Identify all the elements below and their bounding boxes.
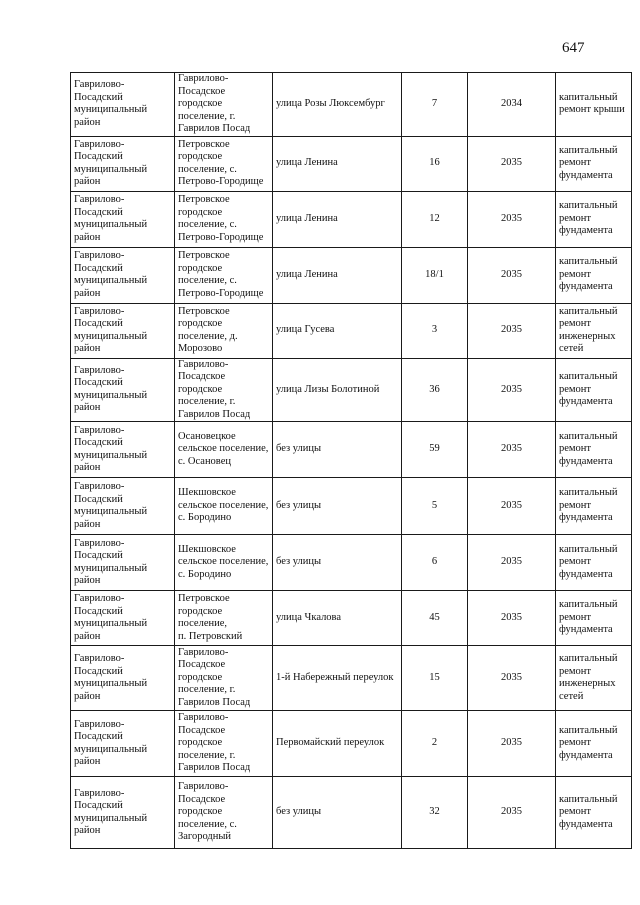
house-number-cell: 45 <box>402 591 468 646</box>
street-cell: без улицы <box>273 777 402 849</box>
settlement-cell-line: Загородный <box>178 831 232 843</box>
street-cell: улица Лизы Болотиной <box>273 358 402 422</box>
district-cell-line: Гаврилово- <box>74 481 125 492</box>
work-type-cell <box>556 422 632 478</box>
housing-repair-table <box>70 72 632 849</box>
district-cell <box>71 777 175 849</box>
district-cell-line: район <box>74 116 101 128</box>
house-number-cell: 36 <box>402 358 468 422</box>
settlement-cell <box>175 422 273 478</box>
settlement-cell-line: Гаврилово- <box>178 73 229 84</box>
district-cell-line: район <box>74 231 101 243</box>
settlement-cell <box>175 478 273 535</box>
settlement-cell-line: Морозово <box>178 343 223 354</box>
district-cell <box>71 136 175 191</box>
settlement-cell-line: поселение, с. <box>178 219 237 230</box>
street-cell: Первомайский переулок <box>273 711 402 777</box>
work-type-cell-line: капитальный <box>559 144 618 156</box>
work-type-cell <box>556 646 632 711</box>
work-type-cell-line: фундамента <box>559 624 613 636</box>
year-cell: 2035 <box>468 303 556 358</box>
settlement-cell-line: Посадское <box>178 85 226 97</box>
work-type-cell-line: ремонт <box>559 737 592 749</box>
district-cell-line: Гаврилово- <box>74 364 125 376</box>
work-type-cell-line: капитальный <box>559 793 618 805</box>
year-cell: 2035 <box>468 358 556 422</box>
settlement-cell <box>175 73 273 137</box>
work-type-cell-line: капитальный <box>559 430 618 442</box>
table-row <box>71 247 632 303</box>
district-cell-line: Посадский <box>74 550 123 561</box>
work-type-cell <box>556 136 632 191</box>
district-cell <box>71 422 175 478</box>
street-cell: без улицы <box>273 478 402 535</box>
work-type-cell-line: ремонт <box>559 499 592 511</box>
settlement-cell <box>175 191 273 247</box>
table-row <box>71 535 632 591</box>
district-cell-line: Посадский <box>74 665 123 677</box>
district-cell-line: район <box>74 287 101 299</box>
district-cell-line: муниципальный <box>74 506 148 517</box>
settlement-cell-line: сельское поселение, <box>178 499 269 511</box>
settlement-cell-line: городское <box>178 318 223 329</box>
district-cell-line: Посадский <box>74 800 123 811</box>
settlement-cell <box>175 303 273 358</box>
district-cell-line: муниципальный <box>74 330 148 342</box>
district-cell-line: район <box>74 690 101 702</box>
settlement-cell <box>175 711 273 777</box>
year-cell: 2035 <box>468 646 556 711</box>
settlement-cell-line: поселение, с. <box>178 275 237 286</box>
district-cell-line: муниципальный <box>74 812 148 824</box>
work-type-cell-line: фундамента <box>559 396 613 407</box>
district-cell-line: муниципальный <box>74 678 148 689</box>
settlement-cell-line: Петрово-Городище <box>178 231 264 243</box>
work-type-cell-line: фундамента <box>559 749 613 761</box>
settlement-cell-line: Петровское <box>178 194 230 205</box>
settlement-cell-line: Посадское <box>178 724 226 736</box>
settlement-cell <box>175 535 273 591</box>
settlement-cell-line: Петрово-Городище <box>178 176 264 187</box>
settlement-cell-line: Петровское <box>178 138 230 150</box>
district-cell-line: Посадский <box>74 493 123 505</box>
street-cell: без улицы <box>273 535 402 591</box>
settlement-cell <box>175 777 273 849</box>
settlement-cell-line: Петровское <box>178 305 230 317</box>
district-cell-line: Посадский <box>74 377 123 389</box>
district-cell-line: муниципальный <box>74 163 148 175</box>
house-number-cell: 5 <box>402 478 468 535</box>
district-cell-line: Гаврилово- <box>74 250 125 261</box>
settlement-cell-line: городское <box>178 671 223 683</box>
district-cell-line: район <box>74 343 101 354</box>
street-cell: улица Гусева <box>273 303 402 358</box>
work-type-cell-line: фундамента <box>559 281 613 293</box>
house-number-cell: 3 <box>402 303 468 358</box>
settlement-cell-line: городское <box>178 206 223 218</box>
table-row <box>71 422 632 478</box>
settlement-cell-line: Петровское <box>178 593 230 604</box>
district-cell-line: район <box>74 825 101 836</box>
district-cell-line: Гаврилово- <box>74 194 125 205</box>
district-cell-line: Гаврилово- <box>74 718 125 730</box>
district-cell-line: муниципальный <box>74 743 148 755</box>
house-number-cell: 15 <box>402 646 468 711</box>
district-cell-line: Гаврилово- <box>74 79 125 91</box>
district-cell-line: Посадский <box>74 731 123 742</box>
house-number-cell: 12 <box>402 191 468 247</box>
settlement-cell-line: Гаврилово- <box>178 781 229 793</box>
settlement-cell-line: Гаврилов Посад <box>178 762 251 774</box>
settlement-cell-line: сельское поселение, <box>178 443 269 455</box>
page-number: 647 <box>562 40 585 56</box>
table-row <box>71 303 632 358</box>
settlement-cell <box>175 591 273 646</box>
settlement-cell-line: Гаврилов Посад <box>178 123 251 134</box>
work-type-cell <box>556 535 632 591</box>
settlement-cell <box>175 358 273 422</box>
district-cell-line: район <box>74 402 101 414</box>
settlement-cell-line: Гаврилов Посад <box>178 408 251 420</box>
district-cell-line: муниципальный <box>74 219 148 230</box>
district-cell-line: Гаврилово- <box>74 653 125 664</box>
work-type-cell-line: капитальный <box>559 487 618 499</box>
district-cell <box>71 73 175 137</box>
work-type-cell <box>556 73 632 137</box>
work-type-cell <box>556 711 632 777</box>
work-type-cell <box>556 358 632 422</box>
district-cell-line: район <box>74 518 101 530</box>
district-cell-line: Посадский <box>74 151 123 162</box>
year-cell: 2035 <box>468 777 556 849</box>
settlement-cell-line: сельское поселение, <box>178 556 269 568</box>
work-type-cell-line: капитальный <box>559 371 618 382</box>
district-cell-line: Посадский <box>74 605 123 617</box>
district-cell <box>71 478 175 535</box>
settlement-cell-line: с. Осановец <box>178 455 231 467</box>
settlement-cell-line: Осановецкое <box>178 430 236 442</box>
street-cell: 1-й Набережный переулок <box>273 646 402 711</box>
settlement-cell-line: с. Бородино <box>178 568 232 580</box>
district-cell-line: муниципальный <box>74 562 148 574</box>
settlement-cell-line: Шекшовское <box>178 487 236 499</box>
year-cell: 2035 <box>468 247 556 303</box>
work-type-cell-line: ремонт <box>559 611 592 623</box>
street-cell: улица Чкалова <box>273 591 402 646</box>
settlement-cell-line: Петровское <box>178 250 230 261</box>
street-cell: без улицы <box>273 422 402 478</box>
year-cell: 2035 <box>468 591 556 646</box>
work-type-cell-line: фундамента <box>559 568 613 580</box>
table-row <box>71 591 632 646</box>
year-cell: 2035 <box>468 136 556 191</box>
settlement-cell-line: Посадское <box>178 793 226 805</box>
district-cell-line: Посадский <box>74 206 123 218</box>
table-row <box>71 777 632 849</box>
year-cell: 2035 <box>468 711 556 777</box>
year-cell: 2035 <box>468 191 556 247</box>
settlement-cell-line: п. Петровский <box>178 630 243 642</box>
settlement-cell-line: городское <box>178 605 223 617</box>
house-number-cell: 18/1 <box>402 247 468 303</box>
table-row <box>71 646 632 711</box>
district-cell-line: район <box>74 462 101 473</box>
district-cell-line: Посадский <box>74 437 123 448</box>
settlement-cell-line: поселение, г. <box>178 396 236 407</box>
settlement-cell-line: городское <box>178 262 223 274</box>
settlement-cell-line: городское <box>178 151 223 162</box>
settlement-cell <box>175 646 273 711</box>
work-type-cell-line: капитальный <box>559 724 618 736</box>
year-cell: 2035 <box>468 535 556 591</box>
house-number-cell: 7 <box>402 73 468 137</box>
work-type-cell-line: фундамента <box>559 455 613 467</box>
district-cell <box>71 358 175 422</box>
district-cell <box>71 247 175 303</box>
work-type-cell-line: ремонт <box>559 665 592 677</box>
settlement-cell-line: Гаврилов Посад <box>178 696 251 708</box>
work-type-cell-line: ремонт <box>559 157 592 169</box>
district-cell-line: Гаврилово- <box>74 424 125 436</box>
settlement-cell-line: городское <box>178 383 223 395</box>
settlement-cell <box>175 136 273 191</box>
house-number-cell: 32 <box>402 777 468 849</box>
work-type-cell <box>556 191 632 247</box>
settlement-cell-line: городское <box>178 806 223 818</box>
district-cell-line: муниципальный <box>74 104 148 116</box>
district-cell-line: муниципальный <box>74 275 148 286</box>
district-cell-line: Гаврилово- <box>74 593 125 604</box>
settlement-cell-line: поселение, г. <box>178 749 236 761</box>
work-type-cell-line: ремонт <box>559 383 592 395</box>
work-type-cell-line: капитальный <box>559 599 618 611</box>
district-cell-line: Гаврилово- <box>74 787 125 799</box>
house-number-cell: 59 <box>402 422 468 478</box>
district-cell-line: Гаврилово- <box>74 138 125 150</box>
district-cell <box>71 711 175 777</box>
district-cell <box>71 535 175 591</box>
district-cell-line: Гаврилово- <box>74 537 125 549</box>
district-cell-line: муниципальный <box>74 618 148 629</box>
table-row <box>71 358 632 422</box>
district-cell <box>71 303 175 358</box>
work-type-cell-line: капитальный <box>559 200 618 212</box>
year-cell: 2034 <box>468 73 556 137</box>
work-type-cell-line: ремонт крыши <box>559 104 625 116</box>
district-cell-line: Посадский <box>74 318 123 329</box>
work-type-cell-line: ремонт <box>559 268 592 280</box>
settlement-cell-line: поселение, г. <box>178 684 236 696</box>
table-body <box>71 73 632 849</box>
year-cell: 2035 <box>468 422 556 478</box>
work-type-cell <box>556 247 632 303</box>
district-cell-line: район <box>74 630 101 642</box>
street-cell: улица Ленина <box>273 247 402 303</box>
house-number-cell: 2 <box>402 711 468 777</box>
settlement-cell-line: поселение, д. <box>178 330 238 342</box>
work-type-cell-line: капитальный <box>559 653 618 664</box>
settlement-cell-line: поселение, г. <box>178 110 236 122</box>
settlement-cell-line: Гаврилово- <box>178 646 229 658</box>
settlement-cell-line: городское <box>178 98 223 109</box>
table-row <box>71 478 632 535</box>
settlement-cell-line: с. Бородино <box>178 512 232 524</box>
district-cell-line: муниципальный <box>74 449 148 461</box>
table-row <box>71 73 632 137</box>
work-type-cell-line: капитальный <box>559 256 618 268</box>
work-type-cell <box>556 478 632 535</box>
district-cell <box>71 191 175 247</box>
work-type-cell-line: ремонт <box>559 212 592 224</box>
settlement-cell-line: Гаврилово- <box>178 712 229 724</box>
settlement-cell-line: поселение, с. <box>178 818 237 830</box>
work-type-cell <box>556 777 632 849</box>
street-cell: улица Розы Люксембург <box>273 73 402 137</box>
work-type-cell <box>556 303 632 358</box>
work-type-cell-line: фундамента <box>559 225 613 237</box>
settlement-cell-line: городское <box>178 737 223 749</box>
district-cell <box>71 646 175 711</box>
district-cell-line: Посадский <box>74 91 123 103</box>
settlement-cell-line: Гаврилово- <box>178 358 229 370</box>
work-type-cell-line: сетей <box>559 690 584 702</box>
settlement-cell-line: Посадское <box>178 659 226 671</box>
street-cell: улица Ленина <box>273 136 402 191</box>
work-type-cell-line: капитальный <box>559 543 618 555</box>
work-type-cell-line: инженерных <box>559 330 616 342</box>
house-number-cell: 16 <box>402 136 468 191</box>
work-type-cell-line: фундамента <box>559 512 613 524</box>
settlement-cell-line: Петрово-Городище <box>178 287 264 299</box>
settlement-cell-line: Шекшовское <box>178 543 236 555</box>
work-type-cell-line: фундамента <box>559 818 613 830</box>
district-cell-line: Гаврилово- <box>74 305 125 317</box>
table-row <box>71 711 632 777</box>
district-cell-line: район <box>74 575 101 586</box>
settlement-cell-line: поселение, с. <box>178 163 237 175</box>
work-type-cell-line: капитальный <box>559 91 618 103</box>
work-type-cell <box>556 591 632 646</box>
street-cell: улица Ленина <box>273 191 402 247</box>
work-type-cell-line: капитальный <box>559 305 618 317</box>
settlement-cell <box>175 247 273 303</box>
settlement-cell-line: Посадское <box>178 371 226 382</box>
year-cell: 2035 <box>468 478 556 535</box>
district-cell-line: Посадский <box>74 262 123 274</box>
work-type-cell-line: ремонт <box>559 443 592 455</box>
work-type-cell-line: ремонт <box>559 318 592 329</box>
table-row <box>71 136 632 191</box>
settlement-cell-line: поселение, <box>178 618 228 629</box>
work-type-cell-line: сетей <box>559 343 584 354</box>
district-cell-line: район <box>74 756 101 767</box>
work-type-cell-line: ремонт <box>559 556 592 568</box>
work-type-cell-line: инженерных <box>559 678 616 689</box>
district-cell <box>71 591 175 646</box>
house-number-cell: 6 <box>402 535 468 591</box>
district-cell-line: район <box>74 176 101 187</box>
table-row <box>71 191 632 247</box>
work-type-cell-line: фундамента <box>559 169 613 181</box>
district-cell-line: муниципальный <box>74 389 148 401</box>
work-type-cell-line: ремонт <box>559 806 592 818</box>
